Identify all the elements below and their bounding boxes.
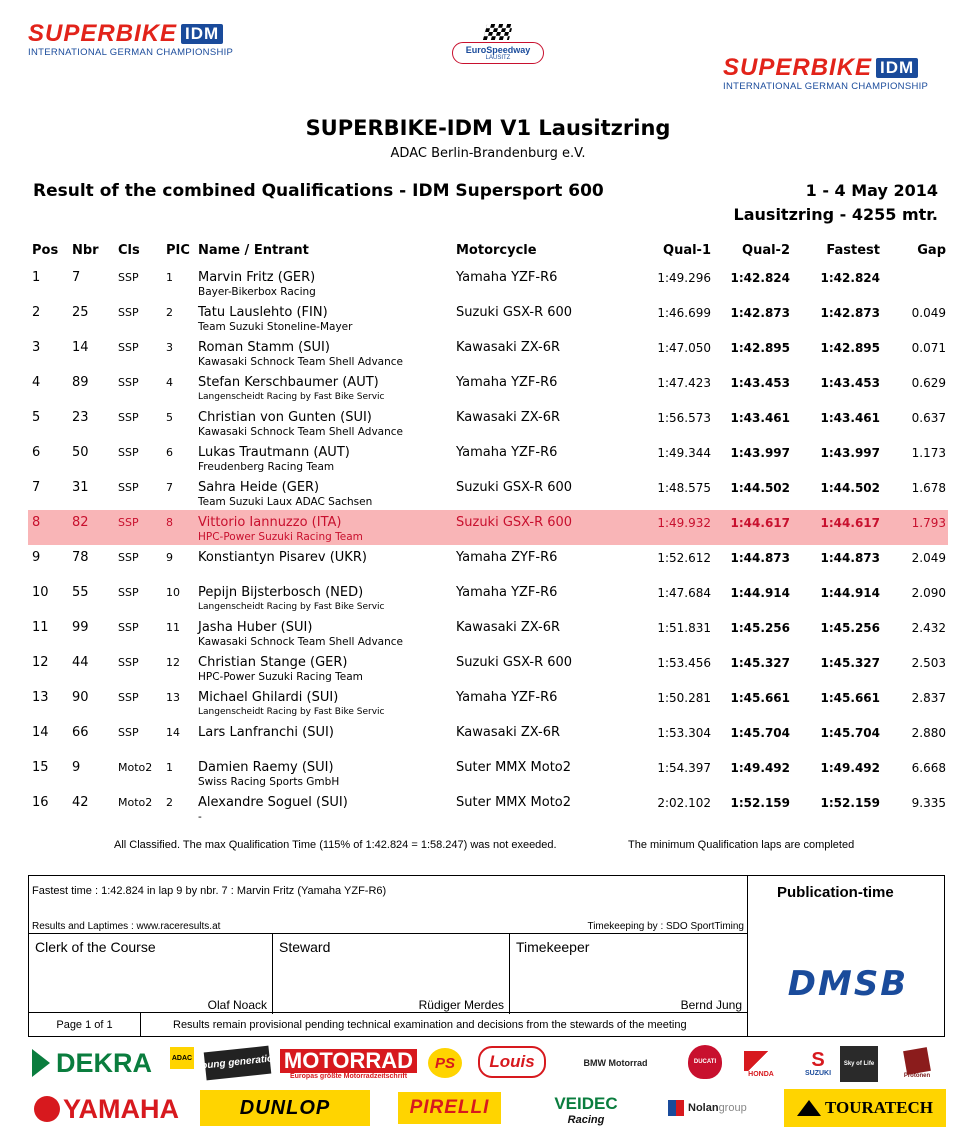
logo-word: SUPERBIKE	[28, 20, 178, 47]
table-row	[28, 615, 948, 650]
cell-qual1: 1:54.397	[657, 761, 711, 775]
min-laps-note: The minimum Qualification laps are completed	[628, 839, 855, 851]
timekeeping-by: Timekeeping by : SDO SportTiming	[587, 921, 744, 932]
cell-motorcycle: Yamaha YZF-R6	[456, 585, 558, 600]
sponsor-nolan-group	[668, 1096, 758, 1120]
suzuki-s-icon: S	[811, 1048, 825, 1071]
cell-qual2: 1:42.824	[730, 271, 790, 285]
cell-cls: SSP	[118, 656, 139, 669]
cell-entrant: Team Suzuki Laux ADAC Sachsen	[198, 496, 373, 508]
cell-gap: 0.071	[911, 341, 946, 355]
cell-nbr: 14	[72, 340, 89, 355]
cell-entrant: -	[198, 811, 202, 823]
cell-name: Alexandre Soguel (SUI)	[198, 795, 348, 810]
cell-gap: 2.503	[911, 656, 946, 670]
cell-gap: 1.173	[911, 446, 946, 460]
cell-cls: SSP	[118, 621, 139, 634]
cell-nbr: 9	[72, 760, 81, 775]
signature-clerk	[29, 934, 272, 1014]
logo-subtitle: INTERNATIONAL GERMAN CHAMPIONSHIP	[723, 81, 929, 92]
eurospeedway-logo	[452, 24, 544, 74]
sponsor-ducati: DUCATI	[688, 1045, 722, 1079]
cell-fastest: 1:43.461	[820, 411, 880, 425]
cell-name: Damien Raemy (SUI)	[198, 760, 334, 775]
cell-cls: Moto2	[118, 761, 153, 774]
cell-name: Jasha Huber (SUI)	[198, 620, 313, 635]
cell-entrant: HPC-Power Suzuki Racing Team	[198, 531, 363, 543]
cell-cls: SSP	[118, 481, 139, 494]
sponsor-dekra	[32, 1045, 153, 1081]
cell-entrant: Langenscheidt Racing by Fast Bike Servic	[198, 707, 385, 717]
logo-word: SUPERBIKE	[723, 54, 873, 81]
cell-gap: 1.678	[911, 481, 946, 495]
table-header	[28, 243, 948, 265]
cell-gap: 6.668	[911, 761, 946, 775]
superbike-idm-logo-left	[28, 22, 233, 58]
footer-box	[28, 875, 945, 1037]
touratech-label: TOURATECH	[824, 1098, 933, 1117]
cell-qual1: 1:47.050	[657, 341, 711, 355]
cell-motorcycle: Yamaha YZF-R6	[456, 690, 558, 705]
results-url: Results and Laptimes : www.raceresults.at	[32, 921, 221, 932]
cell-name: Vittorio Iannuzzo (ITA)	[198, 515, 342, 530]
cell-pos: 12	[32, 655, 49, 670]
cell-pic: 13	[166, 691, 180, 704]
cell-qual1: 1:47.684	[657, 586, 711, 600]
sponsor-ps: PS	[428, 1048, 462, 1078]
sponsor-dunlop: DUNLOP	[200, 1090, 370, 1126]
fastest-time: Fastest time : 1:42.824 in lap 9 by nbr. 7 : Marvin Fritz (Yamaha YZF-R6)	[32, 885, 387, 897]
col-gap: Gap	[917, 243, 946, 258]
sponsor-proton	[893, 1046, 941, 1082]
cell-qual2: 1:49.492	[730, 761, 790, 775]
cell-qual1: 1:56.573	[657, 411, 711, 425]
cell-fastest: 1:49.492	[820, 761, 880, 775]
cell-pic: 9	[166, 551, 173, 564]
cell-pic: 5	[166, 411, 173, 424]
col-pic: PIC	[166, 243, 190, 258]
cell-gap: 2.049	[911, 551, 946, 565]
cell-fastest: 1:44.502	[820, 481, 880, 495]
sponsor-bmw-motorrad: BMW Motorrad	[583, 1058, 648, 1068]
cell-name: Christian von Gunten (SUI)	[198, 410, 372, 425]
cell-nbr: 78	[72, 550, 89, 565]
cell-fastest: 1:44.617	[820, 516, 880, 530]
cell-fastest: 1:42.824	[820, 271, 880, 285]
cell-motorcycle: Suter MMX Moto2	[456, 760, 572, 775]
motorrad-label: MOTORRAD	[280, 1049, 417, 1073]
cell-pos: 8	[32, 515, 41, 530]
table-row	[28, 720, 948, 755]
cell-cls: SSP	[118, 411, 139, 424]
cell-qual2: 1:42.895	[730, 341, 790, 355]
results-table	[28, 243, 948, 825]
cell-pos: 2	[32, 305, 41, 320]
cell-pic: 8	[166, 516, 173, 529]
signature-steward	[272, 934, 509, 1014]
yamaha-label: YAMAHA	[63, 1093, 180, 1124]
cell-nbr: 31	[72, 480, 89, 495]
cell-cls: SSP	[118, 341, 139, 354]
cell-nbr: 23	[72, 410, 89, 425]
cell-motorcycle: Suzuki GSX-R 600	[456, 305, 573, 320]
event-date: 1 - 4 May 2014	[805, 181, 938, 200]
dekra-label: DEKRA	[56, 1047, 153, 1078]
table-row	[28, 475, 948, 510]
cell-qual2: 1:44.914	[730, 586, 790, 600]
table-row	[28, 545, 948, 580]
cell-nbr: 99	[72, 620, 89, 635]
cell-qual2: 1:44.502	[730, 481, 790, 495]
cell-name: Marvin Fritz (GER)	[198, 270, 316, 285]
cell-gap: 1.793	[911, 516, 946, 530]
signature-timekeeper	[509, 934, 747, 1014]
cell-motorcycle: Kawasaki ZX-6R	[456, 410, 561, 425]
cell-motorcycle: Yamaha YZF-R6	[456, 375, 558, 390]
cell-nbr: 42	[72, 795, 89, 810]
veidec-racing: Racing	[567, 1114, 605, 1126]
cell-name: Sahra Heide (GER)	[198, 480, 320, 495]
sponsor-motorrad	[283, 1046, 414, 1082]
cell-qual1: 1:49.344	[657, 446, 711, 460]
cell-pos: 10	[32, 585, 49, 600]
cell-pos: 16	[32, 795, 49, 810]
sponsor-pirelli: PIRELLI	[398, 1092, 501, 1124]
cell-qual1: 1:52.612	[657, 551, 711, 565]
table-row	[28, 265, 948, 300]
cell-pic: 12	[166, 656, 180, 669]
cell-motorcycle: Yamaha YZF-R6	[456, 445, 558, 460]
cell-name: Lars Lanfranchi (SUI)	[198, 725, 334, 740]
cell-qual2: 1:45.661	[730, 691, 790, 705]
touratech-triangle-icon	[797, 1100, 821, 1116]
cell-qual2: 1:43.461	[730, 411, 790, 425]
col-fastest: Fastest	[826, 243, 880, 258]
table-row	[28, 300, 948, 335]
cell-nbr: 89	[72, 375, 89, 390]
cell-qual2: 1:45.704	[730, 726, 790, 740]
steward-name: Rüdiger Merdes	[418, 998, 504, 1012]
cell-pic: 1	[166, 761, 173, 774]
col-nbr: Nbr	[72, 243, 99, 258]
col-motorcycle: Motorcycle	[456, 243, 537, 258]
track-info: Lausitzring - 4255 mtr.	[733, 205, 938, 224]
cell-pic: 2	[166, 796, 173, 809]
cell-gap: 0.629	[911, 376, 946, 390]
cell-qual2: 1:42.873	[730, 306, 790, 320]
cell-cls: SSP	[118, 271, 139, 284]
sponsor-louis: Louis	[478, 1046, 546, 1078]
suzuki-label: SUZUKI	[804, 1069, 832, 1077]
timekeeper-name: Bernd Jung	[680, 998, 742, 1012]
cell-pic: 6	[166, 446, 173, 459]
cell-entrant: Team Suzuki Stoneline-Mayer	[198, 321, 353, 333]
cell-fastest: 1:43.997	[820, 446, 880, 460]
steward-role: Steward	[279, 939, 331, 955]
nolan-group-label: group	[718, 1102, 747, 1114]
cell-name: Michael Ghilardi (SUI)	[198, 690, 339, 705]
cell-qual1: 1:47.423	[657, 376, 711, 390]
cell-motorcycle: Kawasaki ZX-6R	[456, 340, 561, 355]
cell-motorcycle: Kawasaki ZX-6R	[456, 725, 561, 740]
page-number: Page 1 of 1	[29, 1013, 141, 1037]
cell-name: Roman Stamm (SUI)	[198, 340, 330, 355]
cell-pos: 6	[32, 445, 41, 460]
honda-wing-icon	[744, 1051, 778, 1071]
cell-name: Lukas Trautmann (AUT)	[198, 445, 350, 460]
cell-gap: 2.090	[911, 586, 946, 600]
cell-nbr: 44	[72, 655, 89, 670]
cell-cls: SSP	[118, 516, 139, 529]
cell-motorcycle: Suter MMX Moto2	[456, 795, 572, 810]
cell-fastest: 1:42.895	[820, 341, 880, 355]
table-row	[28, 335, 948, 370]
cell-pic: 2	[166, 306, 173, 319]
cell-motorcycle: Suzuki GSX-R 600	[456, 515, 573, 530]
cell-name: Pepijn Bijsterbosch (NED)	[198, 585, 364, 600]
publication-time-label: Publication-time	[777, 884, 894, 901]
logo-idm: IDM	[181, 24, 223, 44]
page-title: SUPERBIKE-IDM V1 Lausitzring	[305, 116, 671, 140]
table-row	[28, 580, 948, 615]
cell-entrant: Freudenberg Racing Team	[198, 461, 335, 473]
sponsor-sky-of-life: Sky of Life	[840, 1046, 878, 1082]
cell-pos: 13	[32, 690, 49, 705]
table-row	[28, 790, 948, 825]
cell-nbr: 66	[72, 725, 89, 740]
cell-qual1: 1:50.281	[657, 691, 711, 705]
cell-fastest: 1:42.873	[820, 306, 880, 320]
table-body	[28, 265, 948, 825]
sponsor-veidec	[531, 1090, 641, 1130]
honda-label: HONDA	[748, 1070, 774, 1078]
table-row	[28, 755, 948, 790]
cell-qual1: 1:53.456	[657, 656, 711, 670]
cell-entrant: Bayer-Bikerbox Racing	[198, 286, 316, 298]
sponsor-honda	[736, 1046, 786, 1082]
proton-label: Protonen	[903, 1073, 931, 1079]
yamaha-emblem-icon	[34, 1096, 60, 1122]
cell-fastest: 1:45.704	[820, 726, 880, 740]
cell-pos: 9	[32, 550, 41, 565]
clerk-name: Olaf Noack	[207, 998, 267, 1012]
cell-pos: 14	[32, 725, 49, 740]
cell-qual2: 1:43.453	[730, 376, 790, 390]
cell-motorcycle: Yamaha YZF-R6	[456, 270, 558, 285]
table-row	[28, 405, 948, 440]
cell-cls: SSP	[118, 726, 139, 739]
cell-qual1: 1:48.575	[657, 481, 711, 495]
cell-pos: 7	[32, 480, 41, 495]
cell-cls: SSP	[118, 691, 139, 704]
eurospeedway-name: EuroSpeedway	[465, 45, 531, 55]
cell-qual2: 1:44.617	[730, 516, 790, 530]
cell-motorcycle: Kawasaki ZX-6R	[456, 620, 561, 635]
cell-name: Christian Stange (GER)	[198, 655, 348, 670]
cell-fastest: 1:44.914	[820, 586, 880, 600]
provisional-note: Results remain provisional pending technical examination and decisions from the stewards of the meeting	[173, 1019, 687, 1031]
cell-qual2: 1:44.873	[730, 551, 790, 565]
result-title: Result of the combined Qualifications - IDM Supersport 600	[33, 181, 604, 201]
cell-qual1: 1:53.304	[657, 726, 711, 740]
sponsor-touratech	[784, 1089, 946, 1127]
logo-subtitle: INTERNATIONAL GERMAN CHAMPIONSHIP	[28, 47, 234, 58]
cell-qual1: 1:49.932	[657, 516, 711, 530]
table-row	[28, 370, 948, 405]
eurospeedway-sub: LAUSITZ	[485, 55, 511, 61]
col-pos: Pos	[32, 243, 59, 258]
cell-entrant: Kawasaki Schnock Team Shell Advance	[198, 426, 404, 438]
cell-gap: 9.335	[911, 796, 946, 810]
superbike-idm-logo-right	[723, 56, 928, 92]
cell-pos: 3	[32, 340, 41, 355]
cell-fastest: 1:52.159	[820, 796, 880, 810]
checkered-flag-icon	[483, 24, 513, 40]
cell-fastest: 1:45.327	[820, 656, 880, 670]
dmsb-logo: DMSB	[787, 964, 909, 1004]
organizer: ADAC Berlin-Brandenburg e.V.	[390, 146, 586, 161]
sponsor-yamaha	[34, 1090, 182, 1128]
dekra-arrow-icon	[32, 1049, 50, 1077]
cell-nbr: 90	[72, 690, 89, 705]
cell-motorcycle: Yamaha ZYF-R6	[456, 550, 558, 565]
cell-qual2: 1:52.159	[730, 796, 790, 810]
cell-qual2: 1:45.256	[730, 621, 790, 635]
cell-pos: 5	[32, 410, 41, 425]
nolan-square-icon	[668, 1100, 684, 1116]
nolan-label: Nolan	[688, 1102, 719, 1114]
cell-pic: 7	[166, 481, 173, 494]
clerk-role: Clerk of the Course	[35, 939, 156, 955]
table-row	[28, 440, 948, 475]
cell-qual2: 1:45.327	[730, 656, 790, 670]
cell-fastest: 1:43.453	[820, 376, 880, 390]
cell-gap: 0.637	[911, 411, 946, 425]
cell-motorcycle: Suzuki GSX-R 600	[456, 655, 573, 670]
cell-name: Tatu Lauslehto (FIN)	[198, 305, 328, 320]
cell-entrant: Kawasaki Schnock Team Shell Advance	[198, 636, 404, 648]
motorrad-tagline: Europas größte Motorradzeitschrift	[289, 1072, 408, 1080]
cell-cls: Moto2	[118, 796, 153, 809]
cell-nbr: 55	[72, 585, 89, 600]
table-row	[28, 685, 948, 720]
cell-pic: 10	[166, 586, 180, 599]
cell-pic: 1	[166, 271, 173, 284]
col-qual2: Qual-2	[742, 243, 790, 258]
cell-qual1: 1:51.831	[657, 621, 711, 635]
table-row-highlighted	[28, 510, 948, 545]
publication-divider	[747, 876, 748, 1036]
veidec-label: VEIDEC	[554, 1094, 618, 1113]
cell-pos: 11	[32, 620, 49, 635]
cell-qual1: 1:49.296	[657, 271, 711, 285]
proton-badge-icon	[903, 1047, 931, 1075]
timekeeper-role: Timekeeper	[516, 939, 590, 955]
cell-entrant: Langenscheidt Racing by Fast Bike Servic	[198, 392, 385, 402]
cell-pic: 11	[166, 621, 180, 634]
cell-entrant: Langenscheidt Racing by Fast Bike Servic	[198, 602, 385, 612]
col-cls: Cls	[118, 243, 140, 258]
cell-fastest: 1:44.873	[820, 551, 880, 565]
sponsor-adac: ADAC	[170, 1047, 194, 1069]
cell-nbr: 25	[72, 305, 89, 320]
cell-gap: 2.880	[911, 726, 946, 740]
signature-area	[29, 933, 747, 1013]
cell-pos: 15	[32, 760, 49, 775]
cell-pos: 1	[32, 270, 41, 285]
table-row	[28, 650, 948, 685]
sponsor-young-generation: young generation	[204, 1046, 272, 1081]
cell-fastest: 1:45.256	[820, 621, 880, 635]
cell-nbr: 50	[72, 445, 89, 460]
cell-fastest: 1:45.661	[820, 691, 880, 705]
cell-name: Konstiantyn Pisarev (UKR)	[198, 550, 367, 565]
cell-gap: 2.432	[911, 621, 946, 635]
cell-nbr: 82	[72, 515, 89, 530]
classified-note: All Classified. The max Qualification Time (115% of 1:42.824 = 1:58.247) was not exeeded.	[114, 839, 557, 851]
cell-gap: 0.049	[911, 306, 946, 320]
cell-gap: 2.837	[911, 691, 946, 705]
cell-qual2: 1:43.997	[730, 446, 790, 460]
logo-idm: IDM	[876, 58, 918, 78]
col-name: Name / Entrant	[198, 243, 309, 258]
cell-cls: SSP	[118, 376, 139, 389]
cell-cls: SSP	[118, 586, 139, 599]
cell-entrant: Swiss Racing Sports GmbH	[198, 776, 340, 788]
cell-qual1: 2:02.102	[657, 796, 711, 810]
cell-cls: SSP	[118, 446, 139, 459]
cell-name: Stefan Kerschbaumer (AUT)	[198, 375, 379, 390]
cell-cls: SSP	[118, 551, 139, 564]
cell-pic: 4	[166, 376, 173, 389]
cell-pos: 4	[32, 375, 41, 390]
cell-pic: 14	[166, 726, 180, 739]
cell-cls: SSP	[118, 306, 139, 319]
col-qual1: Qual-1	[663, 243, 711, 258]
cell-nbr: 7	[72, 270, 81, 285]
cell-qual1: 1:46.699	[657, 306, 711, 320]
sponsor-suzuki	[800, 1048, 836, 1078]
cell-motorcycle: Suzuki GSX-R 600	[456, 480, 573, 495]
cell-pic: 3	[166, 341, 173, 354]
cell-entrant: HPC-Power Suzuki Racing Team	[198, 671, 363, 683]
cell-entrant: Kawasaki Schnock Team Shell Advance	[198, 356, 404, 368]
